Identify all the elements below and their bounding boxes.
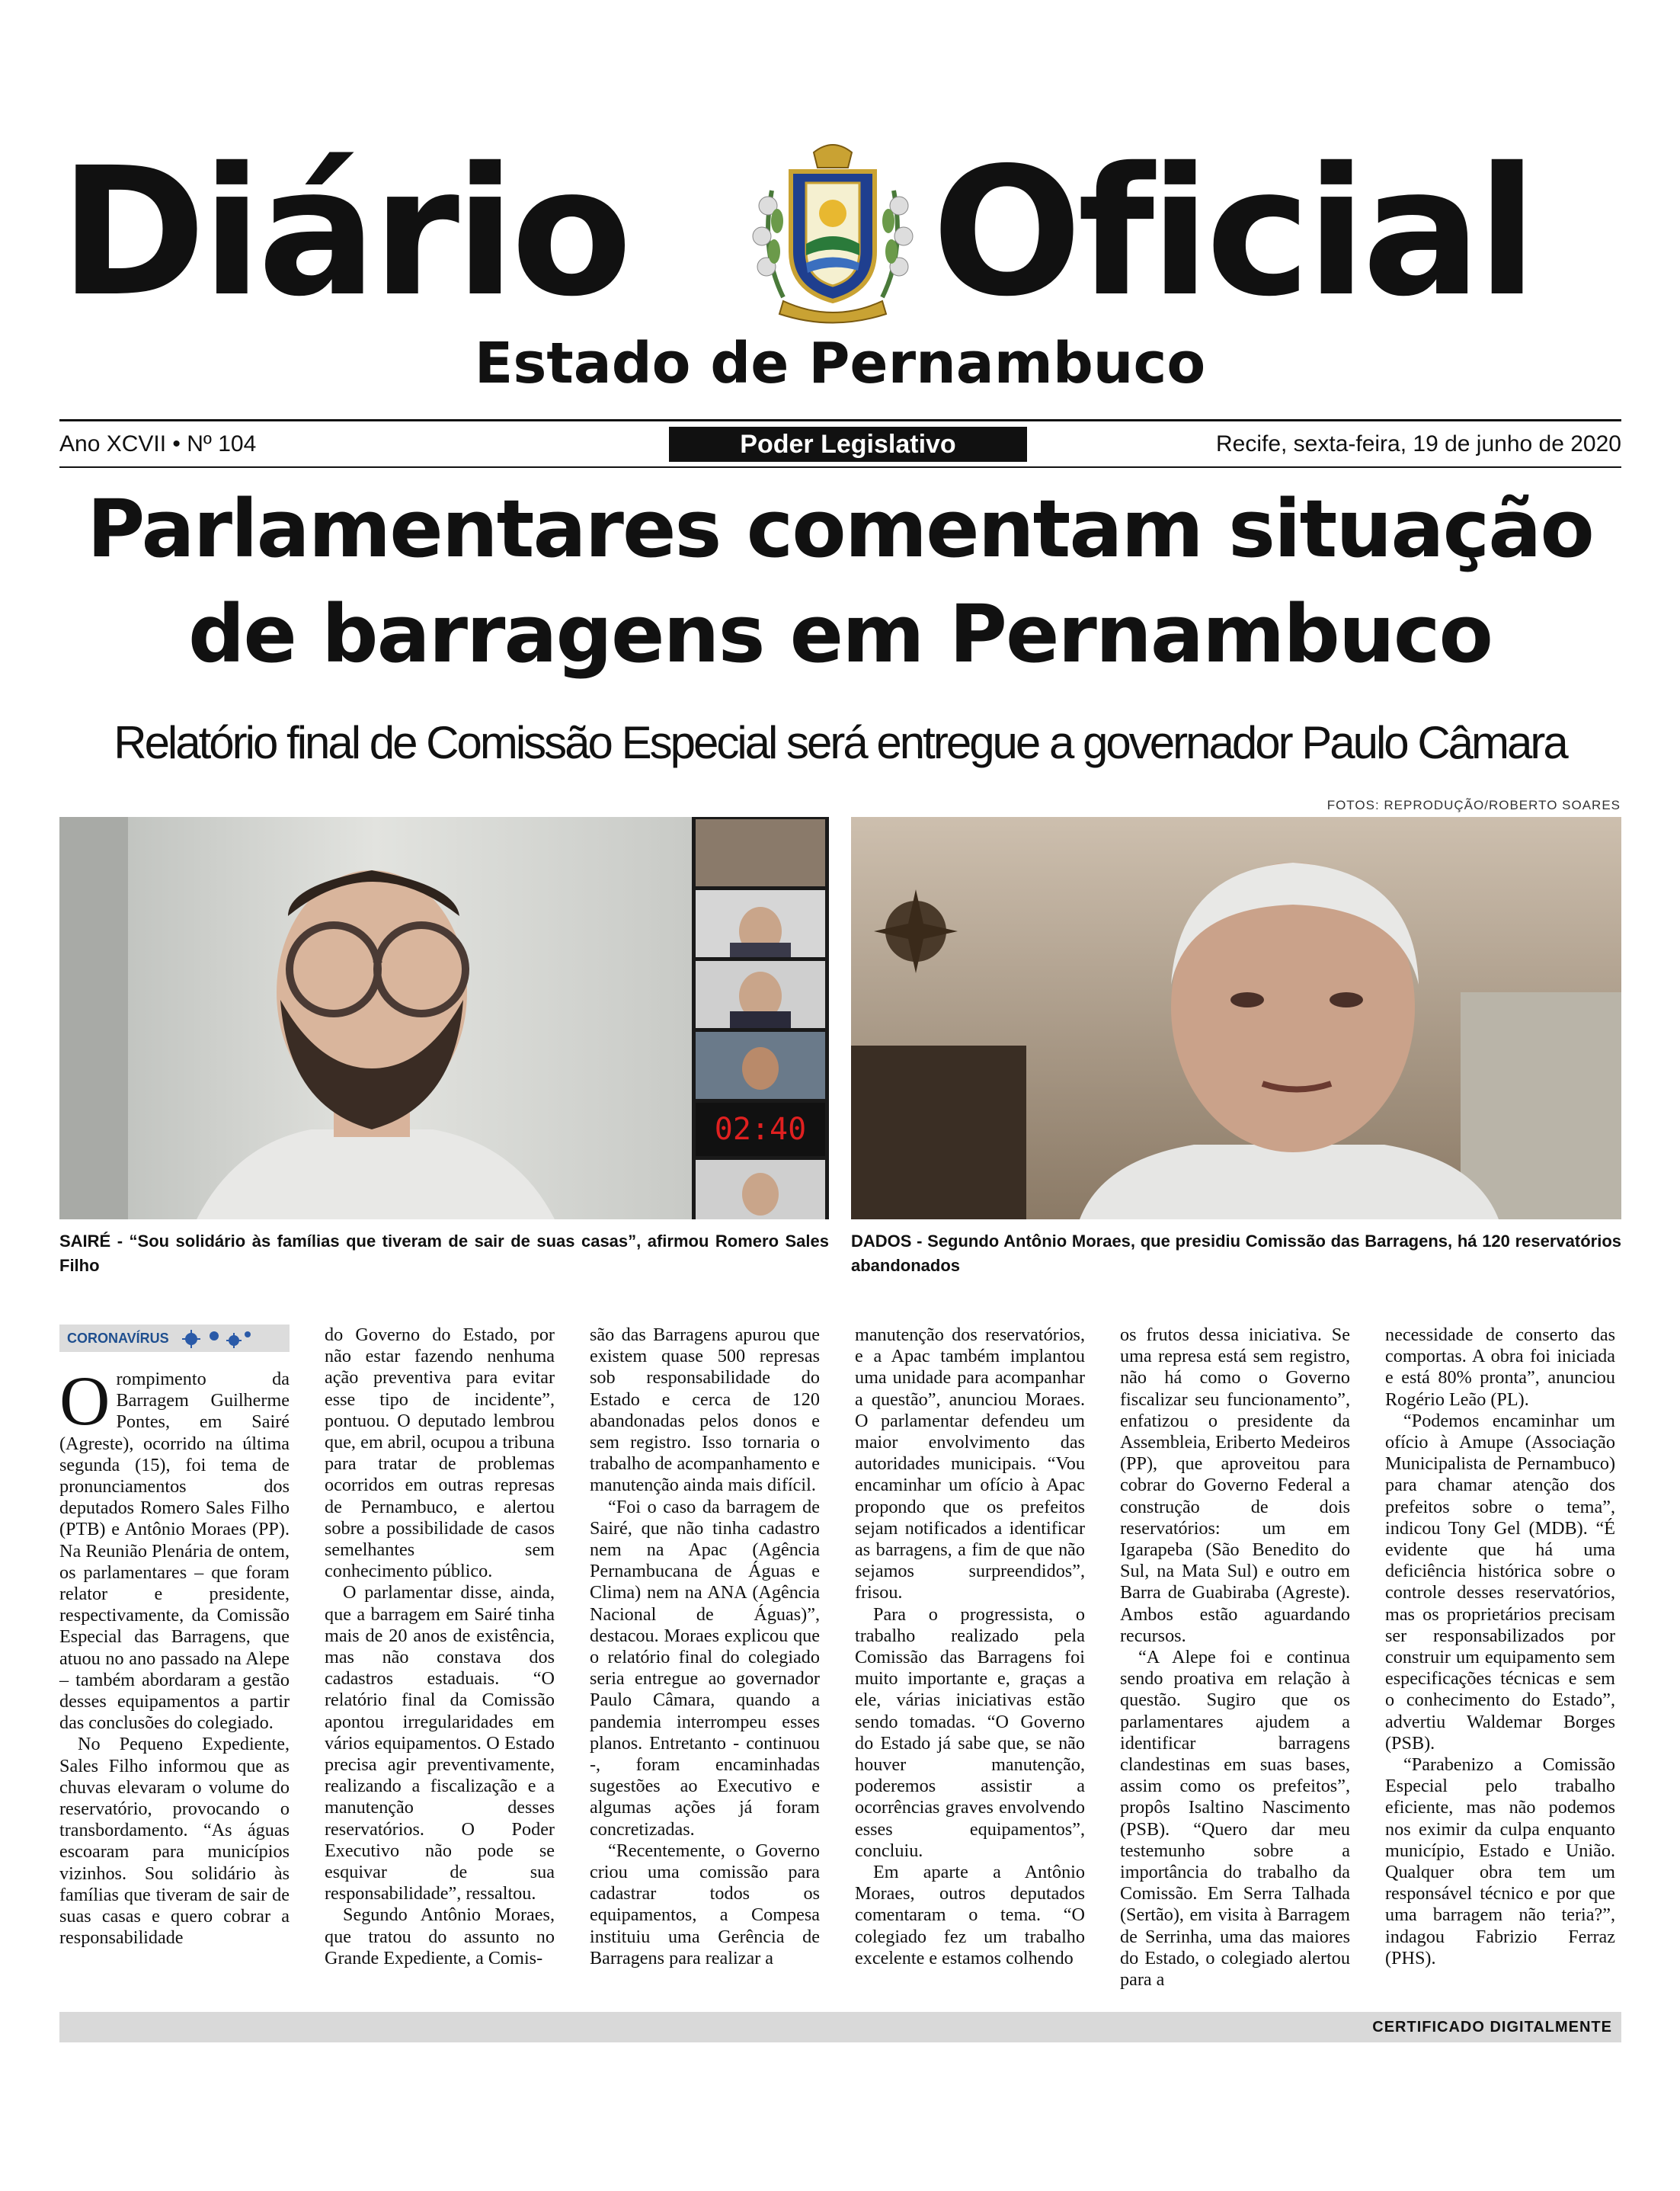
paragraph: “Podemos encaminhar um ofício à Amupe (Associação Municipalista de Pernambuco) para chamar atenção dos prefeitos sobre o tema”, indicou Tony Gel (MDB). “É evidente que há uma deficiência histórica sobre o controle desses reservatórios, mas os proprietários precisam ser responsabilizados por construir um equipamento sem especificações técnicas e sem o conhecimento do Estado”, advertiu Waldemar Borges (PSB). (1385, 1410, 1615, 1754)
photo-left (59, 817, 829, 1219)
dateline: Recife, sexta-feira, 19 de junho de 2020 (1215, 431, 1621, 456)
paragraph: manutenção dos reservatórios, e a Apac também implantou uma unidade para acompanhar a questão”, anunciou Moraes. O parlamentar defendeu um maior envolvimento das autoridades municipais. “Vou encaminhar um ofício à Apac propondo que os prefeitos sejam notificados a identificar as barragens, a fim de que não sejamos surpreendidos”, frisou. (855, 1325, 1085, 1603)
paragraph: “Recentemente, o Governo criou uma comissão para cadastrar todos os equipamentos, a Compesa instituiu uma Gerência de Barragens para realizar a (590, 1840, 820, 1968)
paragraph: “A Alepe foi e continua sendo proativa em relação à questão. Sugiro que os parlamentares ajudem a identificar barragens clandestinas em suas bases, assim como os prefeitos”, propôs Isaltino Nascimento (PSB). “Quero dar meu testemunho sobre a importância do trabalho da Comissão. Em Serra Talhada (Sertão), em visita à Barragem de Serrinha, uma das maiores do Estado, o colegiado alertou para a (1120, 1647, 1350, 1991)
coat-of-arms-icon (730, 137, 936, 328)
subheadline: Relatório final de Comissão Especial será entregue a governador Paulo Câmara (114, 717, 1566, 768)
masthead-subtitle: Estado de Pernambuco (474, 331, 1206, 396)
caption-left: SAIRÉ - “Sou solidário às famílias que tiveram de sair de suas casas”, afirmou Romero Sales Filho (59, 1232, 829, 1275)
drop-cap: O (59, 1362, 110, 1440)
virus-icon (178, 1328, 254, 1350)
article-column-4 (855, 1325, 1085, 1969)
masthead-title-left: Diário (59, 130, 628, 335)
paragraph: necessidade de conserto das comportas. A obra foi iniciada e está 80% pronta”, anunciou Rogério Leão (PL). (1385, 1325, 1615, 1410)
paragraph: “Parabenizo a Comissão Especial pelo trabalho eficiente, mas não podemos nos eximir da culpa enquanto município, Estado e União. Qualquer obra tem um responsável técnico e por que uma barragem não teria?”, indagou Fabrizio Ferraz (PHS). (1385, 1754, 1615, 1968)
issue-number: Ano XCVII • Nº 104 (59, 431, 257, 456)
article-column-3 (590, 1325, 820, 1969)
paragraph: No Pequeno Expediente, Sales Filho informou que as chuvas elevaram o volume do reservatório, provocando o transbordamento. “As águas escoaram para municípios vizinhos. Sou solidário às famílias que tiveram de sair de suas casas e quero cobrar a responsabilidade (59, 1734, 290, 1949)
headline-line-2: de barragens em Pernambuco (187, 588, 1493, 681)
masthead-title-right: Oficial (932, 130, 1533, 335)
article-column-1 (59, 1325, 290, 1949)
paragraph: O parlamentar disse, ainda, que a barragem em Sairé tinha mais de 20 anos de existência, mas não constava dos cadastros estaduais. “O relatório final da Comissão apontou irregularidades em vários equipamentos. O Estado precisa agir preventivamente, realizando a fiscalização e a manutenção desses reservatórios. O Poder Executivo não pode se esquivar de sua responsabilidade”, ressaltou. (325, 1582, 555, 1904)
paragraph: os frutos dessa iniciativa. Se uma represa está sem registro, não há como o Governo fiscalizar seu funcionamento”, enfatizou o presidente da Assembleia, Eriberto Medeiros (PP), que aproveitou para cobrar do Governo Federal a construção de dois reservatórios: um em Igarapeba (São Benedito do Sul, na Mata Sul) e outro em Barra de Guabiraba (Agreste). Ambos estão aguardando recursos. (1120, 1325, 1350, 1646)
video-timer: 02:40 (714, 1112, 807, 1147)
info-bar-bottom-rule (59, 466, 1621, 468)
paragraph: do Governo do Estado, por não estar fazendo nenhuma ação preventiva para evitar esse tipo de incidente”, pontuou. O deputado lembrou que, em abril, ocupou a tribuna para tratar de problemas ocorridos em outras represas de Pernambuco, e alertou sobre a possibilidade de casos semelhantes sem conhecimento público. (325, 1325, 555, 1582)
paragraph: Segundo Antônio Moraes, que tratou do assunto no Grande Expediente, a Comis- (325, 1904, 555, 1968)
info-bar (59, 425, 1621, 463)
paragraph: Em aparte a Antônio Moraes, outros deputados comentaram o tema. “O colegiado fez um trabalho excelente e estamos colhendo (855, 1862, 1085, 1968)
headline-line-1: Parlamentares comentam situação (87, 482, 1593, 575)
photo-right (851, 817, 1621, 1219)
article-column-5 (1120, 1325, 1350, 1991)
article-column-6 (1385, 1325, 1615, 1969)
section-tag (59, 1325, 290, 1352)
certified-label: CERTIFICADO DIGITALMENTE (1372, 2019, 1612, 2036)
paragraph: rompimento da Barragem Guilherme Pontes, em Sairé (Agreste), ocorrido na última segunda (15), foi tema de pronunciamentos dos deputados Romero Sales Filho (PTB) e Antônio Moraes (PP). Na Reunião Plenária de ontem, os parlamentares – que foram relator e presidente, respectivamente, da Comissão Especial das Barragens, que atuou no ano passado na Alepe – também abordaram a gestão desses equipamentos a partir das conclusões do colegiado. (59, 1369, 290, 1734)
footer-bar (59, 2012, 1621, 2042)
paragraph: “Foi o caso da barragem de Sairé, que não tinha cadastro nem na Apac (Agência Pernambucana de Águas e Clima) nem na ANA (Agência Nacional de Águas)”, destacou. Moraes explicou que o relatório final do colegiado seria entregue ao governador Paulo Câmara, quando a pandemia interrompeu esses planos. Entretanto - continuou -, foram encaminhadas sugestões ao Executivo e algumas ações já foram concretizadas. (590, 1496, 820, 1840)
article-column-2 (325, 1325, 555, 1969)
top-rule (59, 419, 1621, 421)
caption-right: DADOS - Segundo Antônio Moraes, que presidiu Comissão das Barragens, há 120 reservatórios abandonados (851, 1232, 1621, 1275)
paragraph: Para o progressista, o trabalho realizado pela Comissão das Barragens foi muito importante e, graças a ele, várias iniciativas estão sendo tomadas. “O Governo do Estado já sabe que, se não houver manutenção, poderemos assistir a ocorrências graves envolvendo esses equipamentos”, concluiu. (855, 1603, 1085, 1861)
paragraph: são das Barragens apurou que existem quase 500 represas sob responsabilidade do Estado e cerca de 120 abandonadas pelos donos e sem registro. Isso tornaria o trabalho de acompanhamento e manutenção ainda mais difícil. (590, 1325, 820, 1496)
section-label: Poder Legislativo (669, 427, 1027, 462)
photo-credit: FOTOS: REPRODUÇÃO/ROBERTO SOARES (1326, 798, 1621, 812)
headline (30, 476, 1650, 687)
masthead (59, 130, 1621, 335)
section-tag-label: CORONAVÍRUS (67, 1331, 169, 1346)
